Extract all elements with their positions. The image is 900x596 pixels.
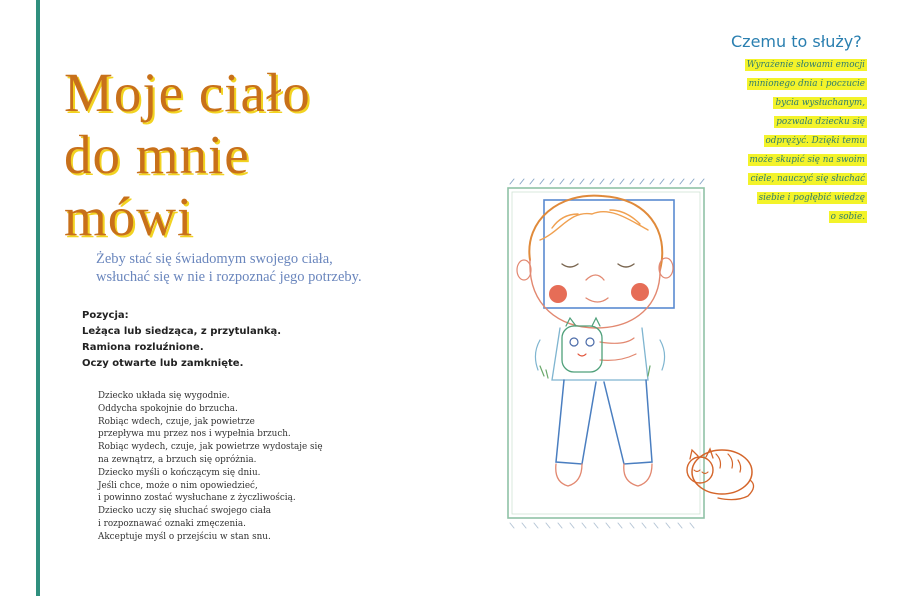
- aside-line: może skupić się na swoim: [749, 155, 865, 165]
- aside-line: siebie i pogłębić wiedzę: [758, 193, 865, 203]
- title-line-1: Moje ciało: [64, 62, 311, 123]
- title-line-3: mówi: [64, 186, 194, 247]
- page-title: [64, 62, 311, 248]
- instruction-line: i rozpoznawać oznaki zmęczenia.: [98, 518, 246, 529]
- instruction-line: i powinno zostać wysłuchane z życzliwością.: [98, 493, 296, 504]
- position-line: Oczy otwarte lub zamknięte.: [82, 358, 244, 369]
- instruction-line: Robiąc wdech, czuje, jak powietrze: [98, 416, 255, 427]
- child-drawing: [517, 196, 673, 486]
- aside-line: o sobie.: [830, 212, 865, 222]
- instruction-line: Robiąc wydech, czuje, jak powietrze wydostaje się: [98, 442, 323, 453]
- instruction-line: Dziecko układa się wygodnie.: [98, 391, 230, 401]
- subtitle-line: Żeby stać się świadomym swojego ciała,: [96, 251, 333, 267]
- instruction-line: Dziecko myśli o kończącym się dniu.: [98, 467, 261, 478]
- instruction-line: przepływa mu przez nos i wypełnia brzuch.: [98, 429, 291, 440]
- aside-line: bycia wysłuchanym,: [775, 98, 865, 108]
- aside-line: pozwala dziecku się: [776, 117, 865, 127]
- page-spine-line: [36, 0, 40, 596]
- aside-line: odprężyć. Dzięki temu: [765, 136, 865, 146]
- position-line: Ramiona rozluźnione.: [82, 342, 204, 353]
- page-subtitle: [96, 250, 426, 286]
- instruction-line: Akceptuje myśl o przejściu w stan snu.: [98, 531, 271, 542]
- instruction-line: Jeśli chce, może o nim opowiedzieć,: [98, 480, 258, 491]
- aside-line: Wyrażenie słowami emocji: [746, 60, 865, 70]
- aside-title: Czemu to służy?: [731, 32, 862, 51]
- position-line: Leżąca lub siedząca, z przytulanką.: [82, 326, 282, 337]
- aside-line: ciele, nauczyć się słuchać: [750, 174, 865, 184]
- subtitle-line: wsłuchać się w nie i rozpoznać jego potrzeby.: [96, 269, 362, 285]
- instruction-line: Dziecko uczy się słuchać swojego ciała: [98, 506, 272, 517]
- instruction-line: na zewnątrz, a brzuch się opróżnia.: [98, 454, 257, 465]
- sleeping-cat-drawing: [687, 449, 754, 500]
- aside-highlighted-text: [745, 56, 867, 227]
- plush-toy-drawing: [562, 318, 602, 372]
- instructions-text: [98, 390, 323, 544]
- aside-line: minionego dnia i poczucie: [748, 79, 865, 89]
- title-line-2: do mnie: [64, 124, 250, 185]
- position-section: [82, 308, 281, 372]
- child-on-mat-illustration: [500, 170, 760, 530]
- position-heading: Pozycja:: [82, 310, 129, 321]
- instruction-line: Oddycha spokojnie do brzucha.: [98, 403, 238, 414]
